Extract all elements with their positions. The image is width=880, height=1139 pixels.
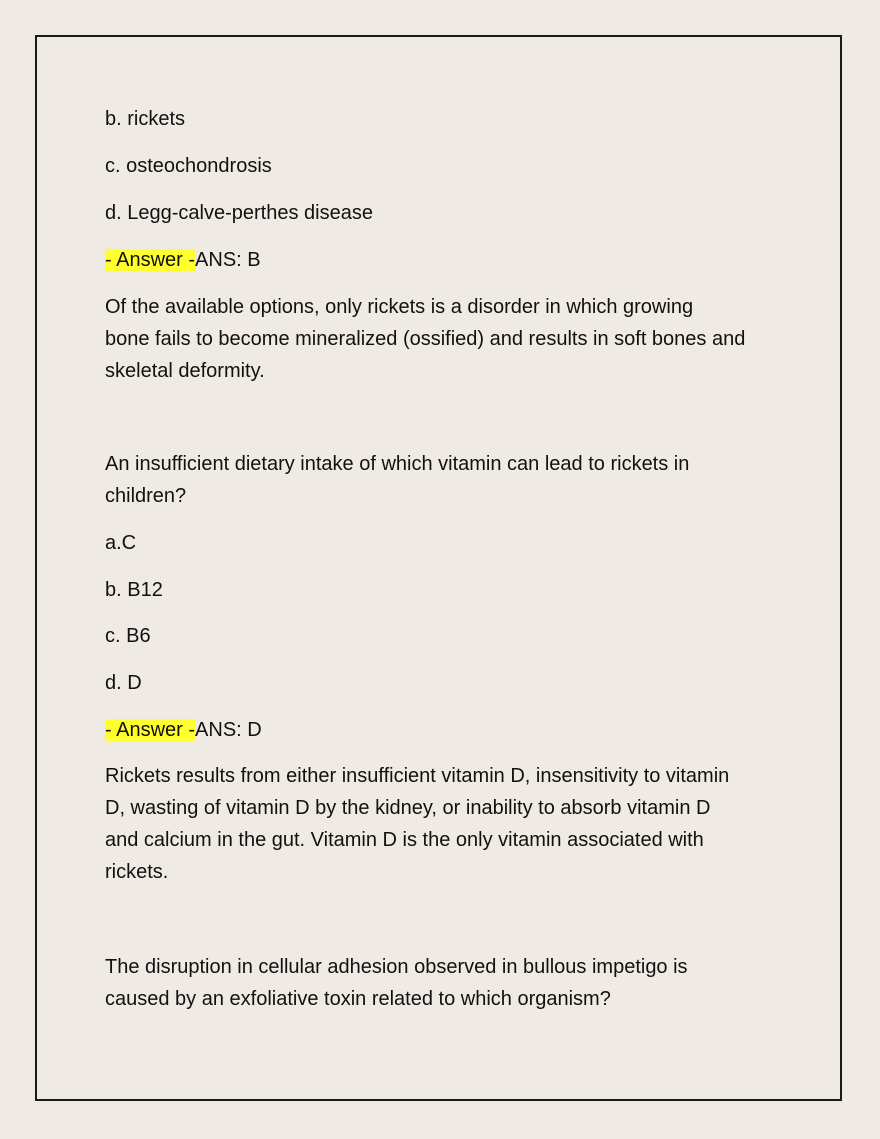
q2-question (105, 448, 785, 512)
q2-question-line: children? (105, 485, 187, 507)
q2-answer-marker: - Answer - (105, 719, 196, 741)
q1-answer-marker: - Answer - (105, 249, 196, 271)
q1-option-c: c. osteochondrosis (105, 155, 272, 177)
q1-option-b: b. rickets (105, 108, 186, 130)
q1-answer-text: ANS: B (195, 249, 261, 271)
q2-answer-line (105, 714, 262, 746)
q2-option-a: a.C (105, 532, 137, 554)
q2-option-c: c. B6 (105, 625, 151, 647)
q2-explanation-line: Rickets results from either insufficient vitamin D, insensitivity to vitamin (105, 765, 730, 787)
q3-question-line: The disruption in cellular adhesion observed in bullous impetigo is (105, 956, 688, 978)
q3-question-line: caused by an exfoliative toxin related to which organism? (105, 988, 611, 1010)
q1-option-d: d. Legg-calve-perthes disease (105, 202, 373, 224)
q1-answer-line (105, 244, 261, 276)
q1-explanation-line: skeletal deformity. (105, 360, 265, 382)
q2-option-b: b. B12 (105, 579, 163, 601)
q1-explanation-line: Of the available options, only rickets is a disorder in which growing (105, 296, 694, 318)
q2-explanation-line: and calcium in the gut. Vitamin D is the only vitamin associated with (105, 829, 704, 851)
q1-explanation-line: bone fails to become mineralized (ossified) and results in soft bones and (105, 328, 746, 350)
q2-explanation (105, 760, 785, 888)
q2-question-line: An insufficient dietary intake of which vitamin can lead to rickets in (105, 453, 690, 475)
q1-explanation (105, 291, 785, 387)
q2-answer-text: ANS: D (195, 719, 262, 741)
q2-explanation-line: D, wasting of vitamin D by the kidney, or inability to absorb vitamin D (105, 797, 711, 819)
q2-explanation-line: rickets. (105, 861, 169, 883)
document-page (35, 35, 842, 1101)
q2-option-d: d. D (105, 672, 142, 694)
q3-question (105, 951, 785, 1015)
